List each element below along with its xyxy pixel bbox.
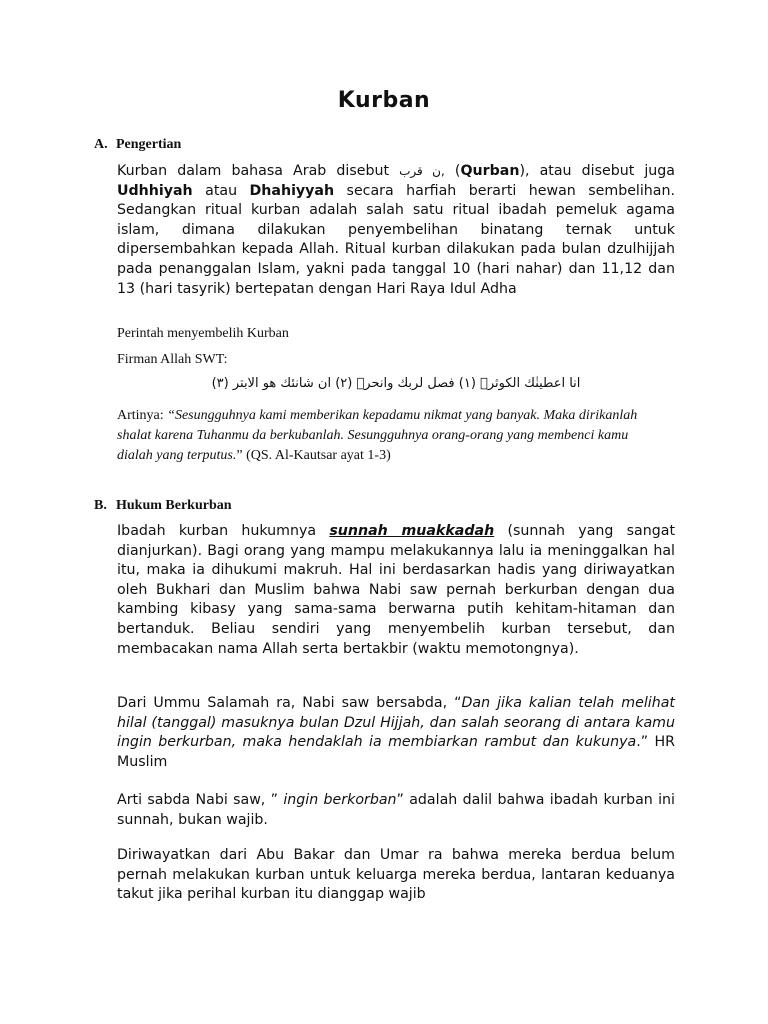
- section-b-heading: [94, 498, 232, 514]
- artinya-paragraph: [117, 406, 657, 466]
- artinya-translation: “Sesungguhnya kami memberikan kepadamu nikmat yang banyak. Maka dirikanlah shalat karena Tuhanmu da berkubanlah. Sesungguhnya orang-orang yang membenci kamu dialah yang terputus.: [117, 408, 638, 463]
- text-run: secara harfiah berarti hewan sembelihan. Sedangkan ritual kurban adalah salah satu ritual ibadah pemeluk agama islam, dimana dilakukan penyembelihan binatang ternak untuk dipersembahkan kepada Allah. Ritual kurban dilakukan pada bulan dzulhijjah pada penanggalan Islam, yakni pada tanggal 10 (hari nahar) dan 11,12 dan 13 (hari tasyrik) bertepatan dengan Hari Raya Idul Adha: [117, 182, 675, 297]
- text-run: ” adalah dalil bahwa ibadah kurban ini sunnah, bukan wajib.: [117, 792, 675, 828]
- section-a-heading: [94, 137, 181, 153]
- firman-line: Firman Allah SWT:: [117, 352, 228, 367]
- section-b-paragraph-1: [117, 522, 675, 659]
- term-dhahiyyah: Dhahiyyah: [249, 182, 335, 199]
- artinya-label: Artinya:: [117, 408, 168, 423]
- perintah-line: Perintah menyembelih Kurban: [117, 326, 289, 341]
- section-a-letter: A.: [94, 137, 108, 152]
- text-run: (: [444, 163, 461, 179]
- arabic-verse: انا اعطينٰك الكوثرۗ (١) فصل لربك وانحرۗ (٢) ان شانئك هو الابتر (٣): [211, 376, 581, 391]
- text-run: atau: [192, 182, 250, 199]
- section-b-paragraph-2: [117, 694, 675, 772]
- hadith-quote: Dan jika kalian telah melihat hilal (tanggal) masuknya bulan Dzul Hijjah, dan salah seorang di antara kamu ingin berkurban, maka hendaklah ia membiarkan rambut dan kukunya: [117, 695, 675, 751]
- section-a-paragraph: [117, 162, 675, 299]
- text-run: .” HR Muslim: [117, 734, 675, 770]
- artinya-reference: ” (QS. Al-Kautsar ayat 1-3): [236, 448, 391, 463]
- term-udhhiyah: Udhhiyah: [117, 182, 193, 199]
- text-run: ), atau disebut juga: [519, 163, 676, 179]
- text-run: Kurban dalam bahasa Arab disebut: [117, 163, 400, 179]
- term-sunnah-muakkadah: sunnah muakkadah: [329, 523, 495, 539]
- text-run: Arti sabda Nabi saw, ”: [117, 792, 278, 808]
- page-title: Kurban: [337, 88, 431, 113]
- section-b-paragraph-3: [117, 791, 675, 830]
- hadith-phrase: ingin berkorban: [278, 792, 397, 808]
- section-b-paragraph-4: Diriwayatkan dari Abu Bakar dan Umar ra bahwa mereka berdua belum pernah melakukan kurban untuk keluarga mereka berdua, lantaran keduanya takut jika perihal kurban itu dianggap wajib: [117, 847, 675, 903]
- text-run: Ibadah kurban hukumnya: [117, 523, 330, 539]
- section-b-letter: B.: [94, 498, 107, 513]
- term-qurban: Qurban: [460, 163, 520, 179]
- arabic-word: ن قرب,: [399, 164, 445, 178]
- text-run: (sunnah yang sangat dianjurkan). Bagi orang yang mampu melakukannya lalu ia meninggalkan hal itu, maka ia dihukumi makruh. Hal ini berdasarkan hadis yang diriwayatkan oleh Bukhari dan Muslim bahwa Nabi saw pernah berkurban dengan dua kambing kibasy yang sama-sama berwarna putih kehitam-hitaman dan bertanduk. Beliau sendiri yang menyembelih kurban tersebut, dan membacakan nama Allah serta bertakbir (waktu memotongnya).: [117, 523, 676, 657]
- text-run: Dari Ummu Salamah ra, Nabi saw bersabda, “: [117, 695, 462, 711]
- section-b-title: Hukum Berkurban: [116, 498, 232, 513]
- section-a-title: Pengertian: [116, 137, 182, 152]
